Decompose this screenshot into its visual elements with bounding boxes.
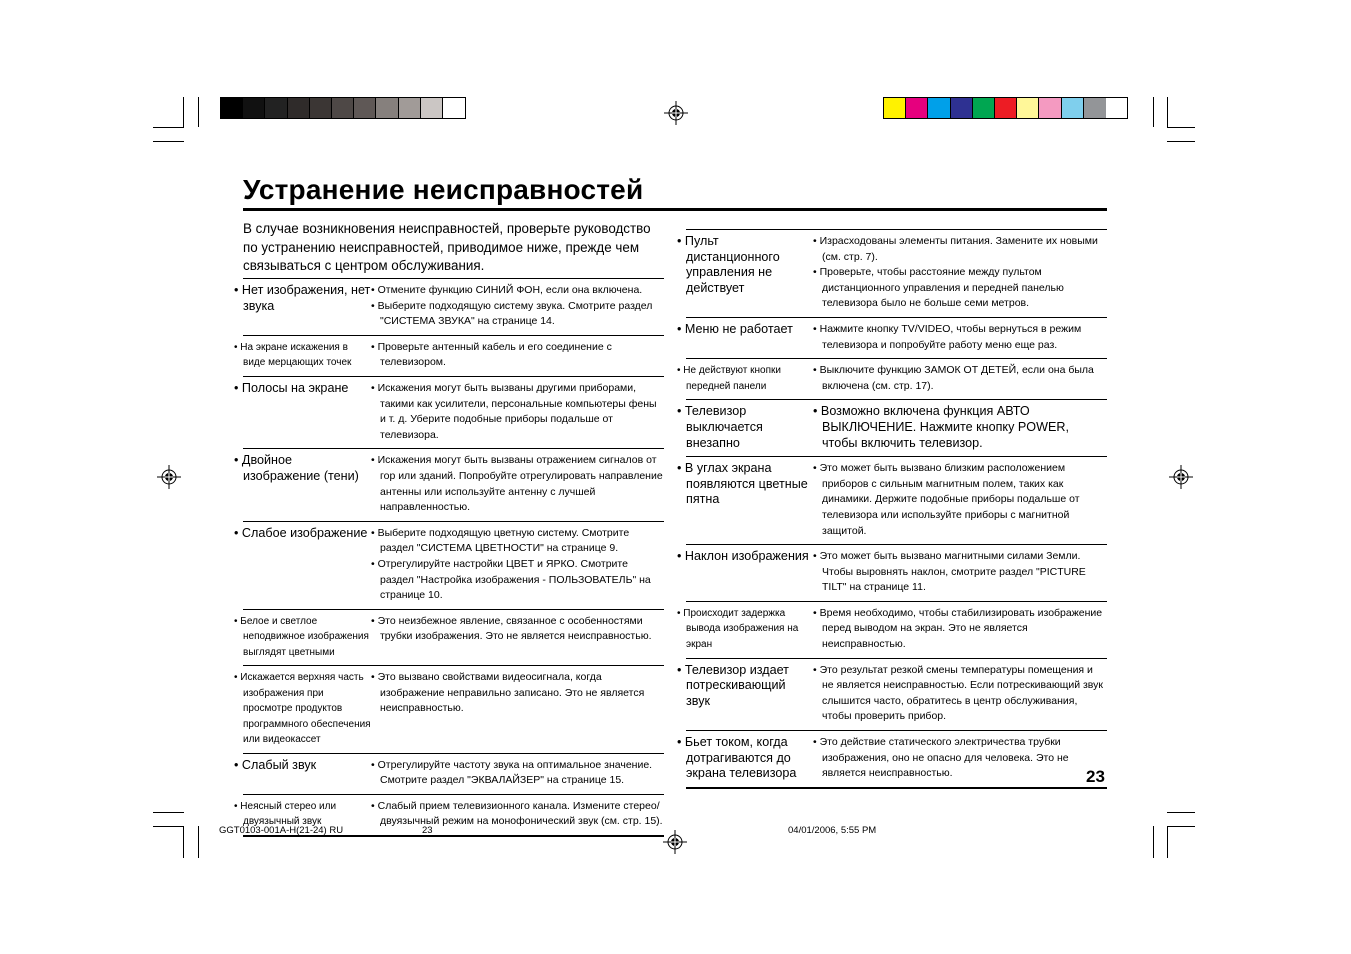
title-rule bbox=[243, 208, 1107, 211]
problem-cell bbox=[677, 400, 813, 457]
solution-cell bbox=[371, 376, 664, 448]
bullet: • bbox=[677, 662, 682, 677]
solution-cell bbox=[371, 449, 664, 521]
problem-cell bbox=[677, 601, 813, 658]
problem-cell bbox=[677, 317, 813, 358]
bullet: • bbox=[813, 663, 817, 676]
table-row bbox=[243, 666, 664, 754]
problem-cell bbox=[677, 731, 813, 788]
bullet: • bbox=[234, 672, 238, 684]
bullet: • bbox=[677, 461, 682, 476]
grayscale-calibration-bar bbox=[220, 97, 466, 119]
calibration-swatch bbox=[399, 98, 421, 118]
bullet: • bbox=[371, 614, 375, 627]
bullet: • bbox=[677, 735, 682, 750]
solution-item bbox=[813, 322, 1107, 353]
calibration-swatch bbox=[376, 98, 398, 118]
solution-text: Это неизбежное явление, связанное с особенностями трубки изображения. Это не является неисправностью. bbox=[377, 614, 652, 643]
solution-item bbox=[813, 234, 1107, 265]
bullet: • bbox=[813, 235, 817, 247]
bullet: • bbox=[371, 454, 375, 467]
table-row bbox=[686, 400, 1107, 457]
bullet: • bbox=[234, 757, 239, 772]
troubleshooting-table-left bbox=[234, 278, 664, 837]
calibration-swatch bbox=[243, 98, 265, 118]
solution-item bbox=[371, 614, 664, 645]
registration-target-icon bbox=[157, 465, 181, 489]
problem-cell bbox=[677, 457, 813, 545]
calibration-swatch bbox=[884, 98, 906, 118]
solution-text: Это действие статического электричества трубки изображения, оно не опасно для человека. Это не является неисправностью. bbox=[819, 736, 1069, 780]
registration-target-icon bbox=[1169, 465, 1193, 489]
bullet: • bbox=[371, 284, 375, 296]
calibration-swatch bbox=[354, 98, 376, 118]
problem-text: Неясный стерео или двуязычный звук bbox=[240, 800, 337, 828]
footer-code: GGT0103-001A-H(21-24) RU bbox=[219, 825, 344, 836]
problem-text: Искажается верхняя часть изображения при просмотре продуктов программного обеспечения или видеокассет bbox=[240, 672, 371, 746]
solution-item bbox=[371, 670, 664, 717]
solution-text: Отрегулируйте настройки ЦВЕТ и ЯРКО. Смотрите раздел "Настройка изображения - ПОЛЬЗОВАТЕЛЬ" на странице 10. bbox=[377, 557, 651, 602]
solution-cell bbox=[813, 545, 1107, 602]
problem-cell bbox=[234, 609, 371, 666]
calibration-swatch bbox=[995, 98, 1017, 118]
bullet: • bbox=[677, 549, 682, 564]
footer-page: 23 bbox=[422, 825, 433, 836]
calibration-swatch bbox=[973, 98, 995, 118]
problem-cell bbox=[234, 279, 371, 336]
solution-cell bbox=[371, 279, 664, 336]
calibration-swatch bbox=[310, 98, 332, 118]
problem-text: Происходит задержка вывода изображения на экран bbox=[683, 607, 799, 650]
problem-text: Телевизор издает потрескивающий звук bbox=[684, 662, 789, 708]
calibration-swatch bbox=[221, 98, 243, 118]
solution-item bbox=[813, 461, 1107, 539]
table-row bbox=[686, 731, 1107, 788]
problem-cell bbox=[234, 335, 371, 376]
bullet: • bbox=[813, 364, 817, 377]
table-row bbox=[243, 376, 664, 448]
solution-item bbox=[371, 799, 664, 830]
bullet: • bbox=[371, 758, 375, 771]
solution-item bbox=[813, 265, 1107, 312]
calibration-swatch bbox=[265, 98, 287, 118]
solution-item bbox=[371, 340, 664, 371]
bullet: • bbox=[813, 266, 817, 279]
calibration-swatch bbox=[332, 98, 354, 118]
solution-text: Отмените функцию СИНИЙ ФОН, если она включена. bbox=[377, 284, 643, 296]
solution-item bbox=[371, 557, 664, 604]
bullet: • bbox=[371, 340, 375, 353]
bullet: • bbox=[234, 380, 239, 395]
calibration-swatch bbox=[1017, 98, 1039, 118]
problem-cell bbox=[234, 666, 371, 754]
solution-item bbox=[813, 606, 1107, 653]
solution-item bbox=[813, 363, 1107, 394]
solution-item bbox=[813, 404, 1107, 451]
solution-item bbox=[371, 283, 664, 299]
solution-item bbox=[371, 381, 664, 443]
problem-text: Слабый звук bbox=[241, 757, 317, 772]
solution-text: Выберите подходящую систему звука. Смотрите раздел "СИСТЕМА ЗВУКА" на странице 14. bbox=[377, 299, 653, 328]
calibration-swatch bbox=[1039, 98, 1061, 118]
bullet: • bbox=[234, 283, 239, 297]
solution-cell bbox=[813, 317, 1107, 358]
solution-item bbox=[371, 453, 664, 515]
problem-text: Меню не работает bbox=[684, 321, 793, 336]
table-row bbox=[243, 753, 664, 794]
problem-text: В углах экрана появляются цветные пятна bbox=[684, 461, 808, 507]
bullet: • bbox=[813, 322, 817, 335]
bullet: • bbox=[677, 404, 682, 419]
problem-text: Наклон изображения bbox=[684, 549, 809, 564]
problem-text: Нет изображения, нет звука bbox=[241, 283, 371, 313]
problem-cell bbox=[677, 230, 813, 318]
solution-cell bbox=[813, 658, 1107, 730]
problem-cell bbox=[677, 359, 813, 400]
bullet: • bbox=[677, 365, 681, 377]
solution-cell bbox=[813, 457, 1107, 545]
bullet: • bbox=[813, 462, 817, 475]
problem-cell bbox=[234, 449, 371, 521]
bullet: • bbox=[813, 606, 817, 619]
problem-text: Пульт дистанционного управления не действует bbox=[684, 234, 780, 295]
solution-text: Выключите функцию ЗАМОК ОТ ДЕТЕЙ, если она была включена (см. стр. 17). bbox=[819, 364, 1094, 392]
solution-text: Отрегулируйте частоту звука на оптимальное значение. Смотрите раздел "ЭКВАЛАЙЗЕР" на странице 15. bbox=[377, 758, 653, 787]
problem-text: Бьет током, когда дотрагиваются до экрана телевизора bbox=[684, 735, 797, 781]
table-row bbox=[243, 521, 664, 609]
bullet: • bbox=[813, 736, 817, 749]
solution-item bbox=[371, 758, 664, 789]
calibration-swatch bbox=[288, 98, 310, 118]
solution-cell bbox=[371, 335, 664, 376]
problem-text: Не действуют кнопки передней панели bbox=[683, 365, 781, 392]
bullet: • bbox=[234, 341, 238, 353]
table-row bbox=[686, 601, 1107, 658]
problem-text: Полосы на экране bbox=[241, 380, 349, 395]
problem-text: Слабое изображение bbox=[241, 525, 368, 540]
bullet: • bbox=[234, 615, 238, 627]
solution-item bbox=[813, 663, 1107, 725]
solution-text: Время необходимо, чтобы стабилизировать изображение перед выводом на экран. Это не является неисправностью. bbox=[819, 606, 1103, 651]
table-row bbox=[686, 545, 1107, 602]
solution-text: Это может быть вызвано близким расположением приборов с сильным магнитным полем, таких как динамики. Держите подобные приборы подальше от телевизора или используйте приборы с магнитной защитой. bbox=[819, 462, 1080, 537]
solution-cell bbox=[813, 400, 1107, 457]
page-number: 23 bbox=[1086, 767, 1105, 786]
solution-text: Это вызвано свойствами видеосигнала, когда изображение неправильно записано. Это не является неисправностью. bbox=[377, 671, 645, 715]
calibration-swatch bbox=[951, 98, 973, 118]
intro-text: В случае возникновения неисправностей, проверьте руководство по устранению неисправностей, приводимое ниже, прежде чем связываться с центром обслуживания. bbox=[243, 221, 651, 273]
bullet: • bbox=[371, 671, 375, 684]
solution-item bbox=[371, 526, 664, 557]
bullet: • bbox=[371, 526, 375, 539]
page-title: Устранение неисправностей bbox=[243, 174, 644, 205]
solution-text: Это может быть вызвано магнитными силами Земли. Чтобы выровнять наклон, смотрите раздел "PICTURE TILT" на странице 11. bbox=[819, 550, 1086, 594]
problem-cell bbox=[234, 376, 371, 448]
solution-text: Искажения могут быть вызваны другими приборами, такими как усилители, персональные компьютеры фены и т. д. Уберите подобные приборы подальше от телевизора. bbox=[377, 381, 657, 441]
solution-item bbox=[813, 549, 1107, 596]
calibration-swatch bbox=[443, 98, 465, 118]
solution-cell bbox=[813, 731, 1107, 788]
calibration-swatch bbox=[1084, 98, 1106, 118]
calibration-swatch bbox=[928, 98, 950, 118]
solution-cell bbox=[371, 609, 664, 666]
table-row bbox=[243, 279, 664, 336]
bullet: • bbox=[371, 557, 375, 570]
registration-target-icon bbox=[664, 101, 688, 125]
bullet: • bbox=[234, 800, 238, 812]
solution-cell bbox=[371, 753, 664, 794]
table-row bbox=[686, 457, 1107, 545]
calibration-swatch bbox=[1062, 98, 1084, 118]
problem-cell bbox=[234, 753, 371, 794]
table-row bbox=[686, 317, 1107, 358]
bullet: • bbox=[234, 525, 239, 540]
footer-date: 04/01/2006, 5:55 PM bbox=[788, 825, 877, 836]
table-row bbox=[243, 609, 664, 666]
table-row bbox=[243, 335, 664, 376]
solution-text: Возможно включена функция АВТО ВЫКЛЮЧЕНИЕ. Нажмите кнопку POWER, чтобы включить телевизор. bbox=[820, 404, 1069, 450]
bullet: • bbox=[371, 799, 375, 812]
solution-cell bbox=[813, 601, 1107, 658]
problem-text: На экране искажения в виде мерцающих точек bbox=[240, 341, 352, 369]
problem-cell bbox=[234, 521, 371, 609]
calibration-swatch bbox=[421, 98, 443, 118]
solution-cell bbox=[813, 359, 1107, 400]
solution-item bbox=[813, 735, 1107, 782]
solution-cell bbox=[371, 521, 664, 609]
bullet: • bbox=[371, 381, 375, 394]
solution-cell bbox=[371, 666, 664, 754]
calibration-swatch bbox=[906, 98, 928, 118]
bullet: • bbox=[234, 453, 239, 468]
solution-text: Израсходованы элементы питания. Замените их новыми (см. стр. 7). bbox=[819, 235, 1098, 263]
table-row bbox=[686, 658, 1107, 730]
bullet: • bbox=[677, 234, 682, 248]
problem-text: Белое и светлое неподвижное изображения выглядят цветными bbox=[240, 615, 369, 658]
solution-text: Это результат резкой смены температуры помещения и не является неисправностью. Если потрескивающий звук слышится часто, обратитесь в центр обслуживания, чтобы проверить прибор. bbox=[819, 663, 1104, 723]
troubleshooting-table-right bbox=[677, 229, 1107, 789]
solution-text: Проверьте, чтобы расстояние между пультом дистанционного управления и передней панелью телевизора было не больше семи метров. bbox=[819, 266, 1064, 310]
solution-text: Нажмите кнопку TV/VIDEO, чтобы вернуться в режим телевизора и попробуйте работу меню еще раз. bbox=[819, 322, 1082, 351]
problem-text: Двойное изображение (тени) bbox=[241, 453, 359, 483]
table-row bbox=[686, 230, 1107, 318]
solution-item bbox=[371, 299, 664, 330]
solution-text: Проверьте антенный кабель и его соединение с телевизором. bbox=[377, 340, 612, 369]
bullet: • bbox=[677, 321, 682, 336]
table-row bbox=[686, 359, 1107, 400]
problem-cell bbox=[677, 658, 813, 730]
solution-text: Искажения могут быть вызваны отражением сигналов от гор или зданий. Попробуйте отрегулировать направление антенны или используйте антенну с лучшей направленностью. bbox=[377, 454, 663, 514]
solution-cell bbox=[371, 794, 664, 836]
solution-text: Слабый прием телевизионного канала. Измените стерео/двуязычный режим на монофонический звук (см. стр. 15). bbox=[377, 799, 663, 828]
bullet: • bbox=[813, 404, 818, 419]
problem-text: Телевизор выключается внезапно bbox=[684, 404, 763, 450]
bullet: • bbox=[677, 607, 681, 619]
table-row bbox=[243, 449, 664, 521]
problem-cell bbox=[677, 545, 813, 602]
solution-cell bbox=[813, 230, 1107, 318]
bullet: • bbox=[371, 299, 375, 312]
bullet: • bbox=[813, 550, 817, 563]
color-calibration-bar bbox=[883, 97, 1128, 119]
registration-target-icon bbox=[663, 830, 687, 854]
solution-text: Выберите подходящую цветную систему. Смотрите раздел "СИСТЕМА ЦВЕТНОСТИ" на странице 9. bbox=[377, 526, 630, 555]
